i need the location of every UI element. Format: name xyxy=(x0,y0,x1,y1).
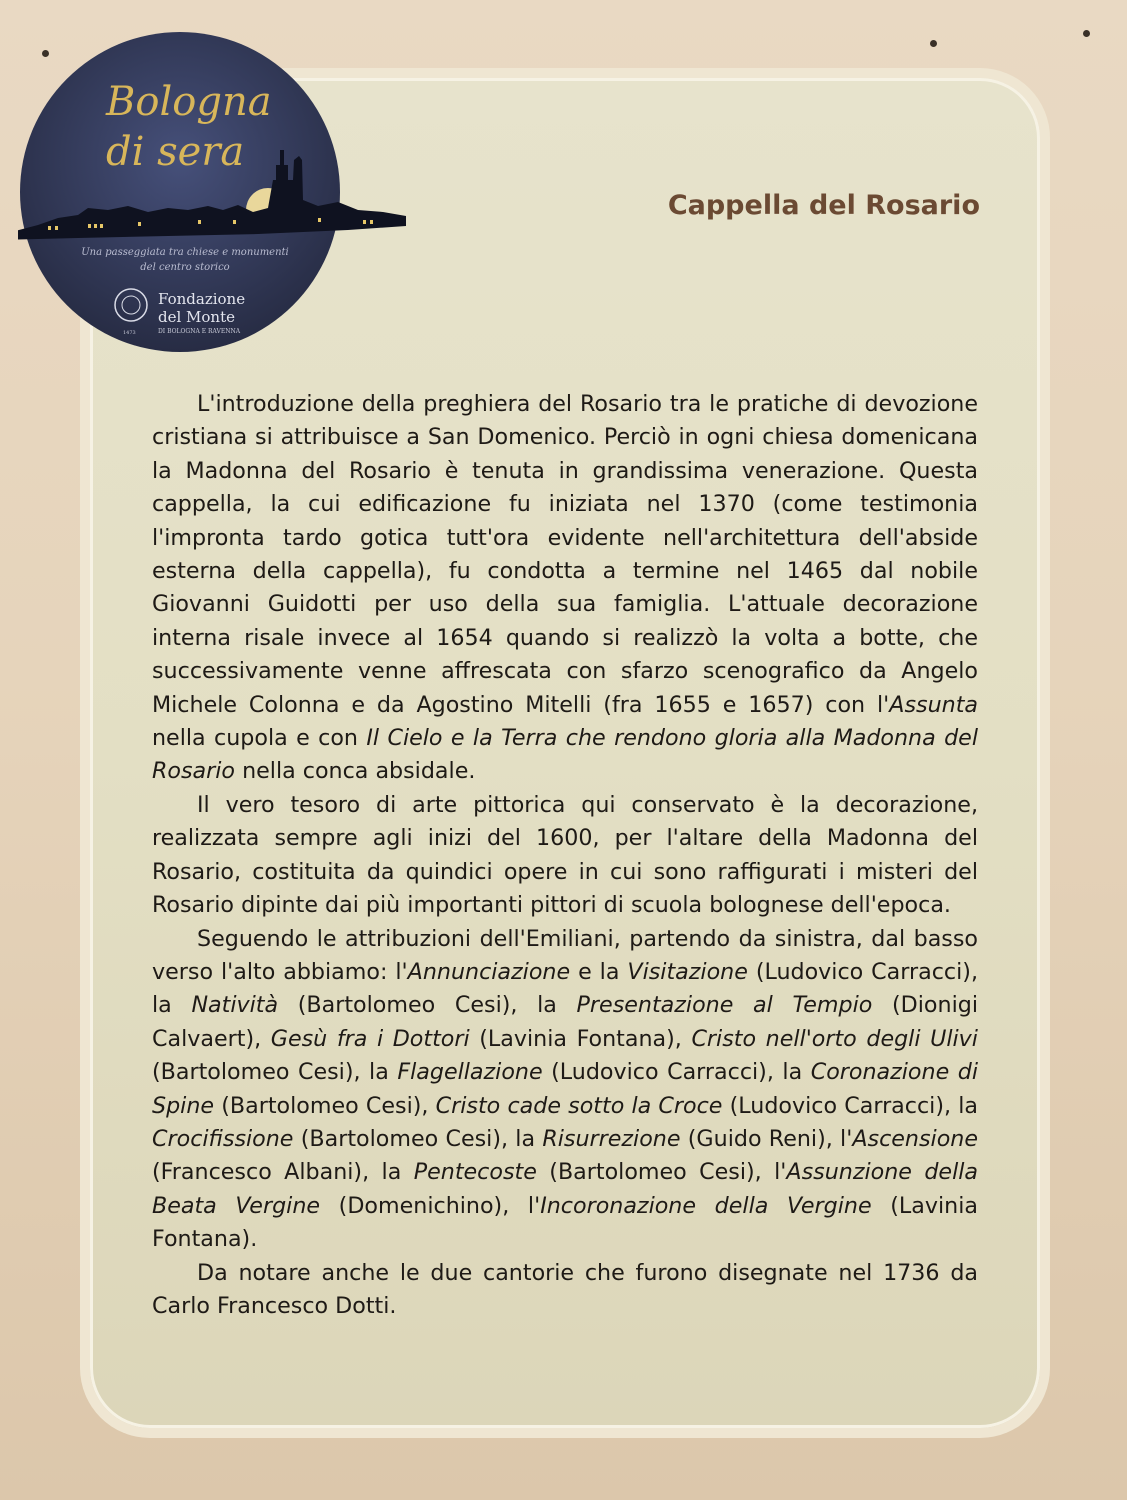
italic-title: Assunzione della Beata Vergine xyxy=(152,1159,978,1219)
mounting-screw xyxy=(1083,30,1090,37)
foundation-name-line3: DI BOLOGNA E RAVENNA xyxy=(158,328,241,335)
text-run: (Bartolomeo Cesi), la xyxy=(293,1125,543,1152)
italic-title: Ascensione xyxy=(852,1125,978,1152)
foundation-year: 1473 xyxy=(123,330,136,336)
text-run: (Bartolomeo Cesi), la xyxy=(278,992,577,1019)
italic-title: Coronazione di Spine xyxy=(152,1059,978,1119)
paragraph xyxy=(152,388,978,789)
italic-title: Gesù fra i Dottori xyxy=(270,1025,470,1052)
text-run: Da notare anche le due cantorie che furono disegnate nel 1736 da Carlo Francesco Dotti. xyxy=(152,1259,978,1319)
text-run: L'introduzione della preghiera del Rosario tra le pratiche di devozione cristiana si attribuisce a San Domenico. Perciò in ogni chiesa domenicana la Madonna del Rosario è tenuta in grandissima venerazione. Questa cappella, la cui edificazione fu iniziata nel 1370 (come testimonia l'impronta tardo gotica tutt'ora evidente nell'architettura dell'abside esterna della cappella), fu condotta a termine nel 1465 dal nobile Giovanni Guidotti per uso della sua famiglia. L'attuale decorazione interna risale invece al 1654 quando si realizzò la volta a botte, che successivamente venne affrescata con sfarzo scenografico da Angelo Michele Colonna e da Agostino Mitelli (fra 1655 e 1657) con l' xyxy=(152,391,978,718)
paragraph xyxy=(152,1257,978,1324)
text-run: Seguendo le attribuzioni dell'Emiliani, partendo da sinistra, dal basso verso l'alto abbiamo: l' xyxy=(152,925,978,985)
text-run: nella cupola e con xyxy=(152,725,367,752)
text-run: e la xyxy=(570,958,628,985)
italic-title: Risurrezione xyxy=(542,1125,681,1152)
italic-title: Incoronazione della Vergine xyxy=(540,1192,872,1219)
text-run: Il vero tesoro di arte pittorica qui conservato è la decorazione, realizzata sempre agli inizi del 1600, per l'altare della Madonna del Rosario, costituita da quindici opere in cui sono raffigurati i misteri del Rosario dipinte dai più importanti pittori di scuola bolognese dell'epoca. xyxy=(152,791,978,919)
page-title: Cappella del Rosario xyxy=(667,190,980,221)
text-run: (Lavinia Fontana), xyxy=(469,1025,692,1052)
foundation-name-line1: Fondazione xyxy=(158,290,246,308)
text-run: (Guido Reni), l' xyxy=(680,1125,853,1152)
logo-title-line1: Bologna xyxy=(106,79,272,125)
text-run: (Dionigi Calvaert), xyxy=(152,992,978,1052)
italic-title: Flagellazione xyxy=(397,1059,543,1086)
text-run: (Domenichino), l' xyxy=(320,1192,541,1219)
logo-subtitle-line2: del centro storico xyxy=(140,262,230,273)
italic-title: Crocifissione xyxy=(152,1125,294,1152)
italic-title: Pentecoste xyxy=(413,1159,537,1186)
logo-title-line2: di sera xyxy=(106,129,245,175)
paragraph xyxy=(152,789,978,923)
text-run: (Ludovico Carracci), la xyxy=(722,1092,979,1119)
mounting-screw xyxy=(930,40,937,47)
text-run: nella conca absidale. xyxy=(235,758,476,785)
italic-title: Natività xyxy=(191,992,279,1019)
italic-title: Assunta xyxy=(889,691,978,718)
italic-title: Visitazione xyxy=(627,958,748,985)
text-run: (Bartolomeo Cesi), xyxy=(214,1092,436,1119)
text-run: (Bartolomeo Cesi), l' xyxy=(536,1159,787,1186)
text-run: (Ludovico Carracci), la xyxy=(152,958,978,1019)
text-run: (Ludovico Carracci), la xyxy=(542,1059,811,1086)
foundation-name-line2: del Monte xyxy=(158,308,235,326)
italic-title: Il Cielo e la Terra che rendono gloria alla Madonna del Rosario xyxy=(152,725,978,785)
logo-subtitle-line1: Una passeggiata tra chiese e monumenti xyxy=(81,247,289,258)
body-text xyxy=(152,388,978,1323)
text-run: (Lavinia Fontana). xyxy=(152,1192,978,1253)
text-run: (Francesco Albani), la xyxy=(152,1159,414,1186)
italic-title: Annunciazione xyxy=(407,958,571,985)
italic-title: Cristo nell'orto degli Ulivi xyxy=(691,1025,978,1052)
italic-title: Presentazione al Tempio xyxy=(576,992,873,1019)
text-run: (Bartolomeo Cesi), la xyxy=(152,1059,398,1086)
paragraph xyxy=(152,923,978,1257)
bologna-di-sera-logo xyxy=(18,30,343,355)
italic-title: Cristo cade sotto la Croce xyxy=(435,1092,723,1119)
